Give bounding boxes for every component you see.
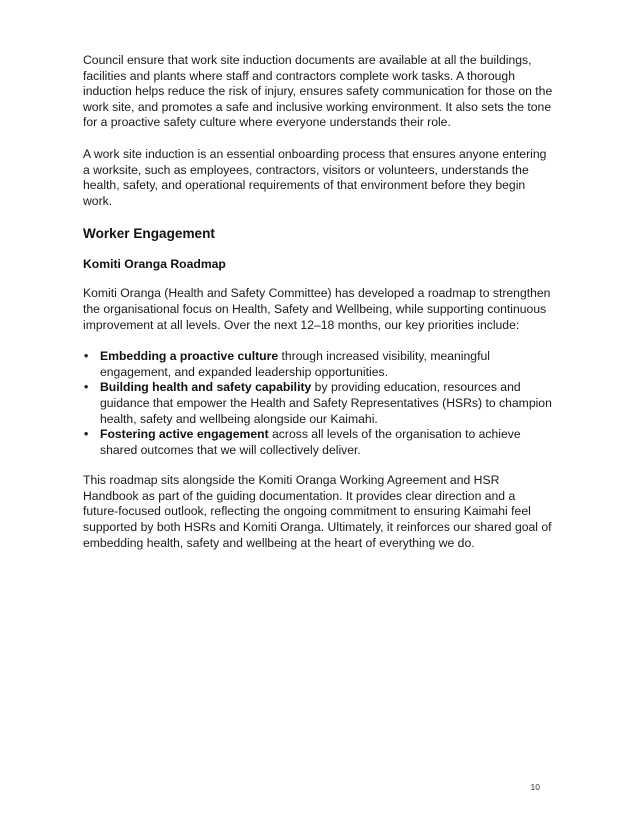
section-heading: Worker Engagement [83, 226, 215, 242]
page-number: 10 [530, 782, 540, 792]
list-item-text: across all levels of the organisation to achieve shared outcomes that we will collectively deliver. [100, 427, 521, 457]
list-item-bold: Fostering active engagement [100, 427, 269, 442]
intro-paragraph-2: A work site induction is an essential onboarding process that ensures anyone entering a worksite, such as employees, contractors, visitors or volunteers, understands the health, safety, and operational requirements of that environment before they begin work. [83, 146, 547, 208]
list-item-text: by providing education, resources and guidance that empower the Health and Safety Representatives (HSRs) to champion health, safety and wellbeing alongside our Kaimahi. [100, 380, 552, 426]
priorities-list [83, 349, 553, 458]
bullet-icon: • [84, 427, 89, 442]
bullet-icon: • [84, 349, 89, 364]
list-item [83, 349, 553, 380]
bullet-icon: • [84, 380, 89, 395]
list-item-bold: Embedding a proactive culture [100, 349, 279, 364]
closing-paragraph: This roadmap sits alongside the Komiti Oranga Working Agreement and HSR Handbook as part of the guiding documentation. It provides clear direction and a future-focused outlook, reflecting the ongoing commitment to ensuring Kaimahi feel supported by both HSRs and Komiti Oranga. Ultimately, it reinforces our shared goal of embedding health, safety and wellbeing at the heart of everything we do. [83, 473, 552, 550]
list-item [83, 427, 553, 458]
intro-paragraph-1: Council ensure that work site induction documents are available at all the buildings, facilities and plants where staff and contractors complete work tasks. A thorough induction helps reduce the risk of injury, ensures safety communication for those on the work site, and promotes a safe and inclusive working environment. It also sets the tone for a proactive safety culture where everyone understands their role. [83, 53, 553, 130]
roadmap-intro-paragraph: Komiti Oranga (Health and Safety Committee) has developed a roadmap to strengthen the organisational focus on Health, Safety and Wellbeing, while supporting continuous improvement at all levels. Over the next 12–18 months, our key priorities include: [83, 286, 551, 332]
list-item-bold: Building health and safety capability [100, 380, 312, 395]
list-item-text: through increased visibility, meaningful engagement, and expanded leadership opportunities. [100, 349, 490, 379]
section-subheading: Komiti Oranga Roadmap [83, 257, 226, 272]
document-page [83, 53, 553, 551]
list-item [83, 380, 553, 427]
